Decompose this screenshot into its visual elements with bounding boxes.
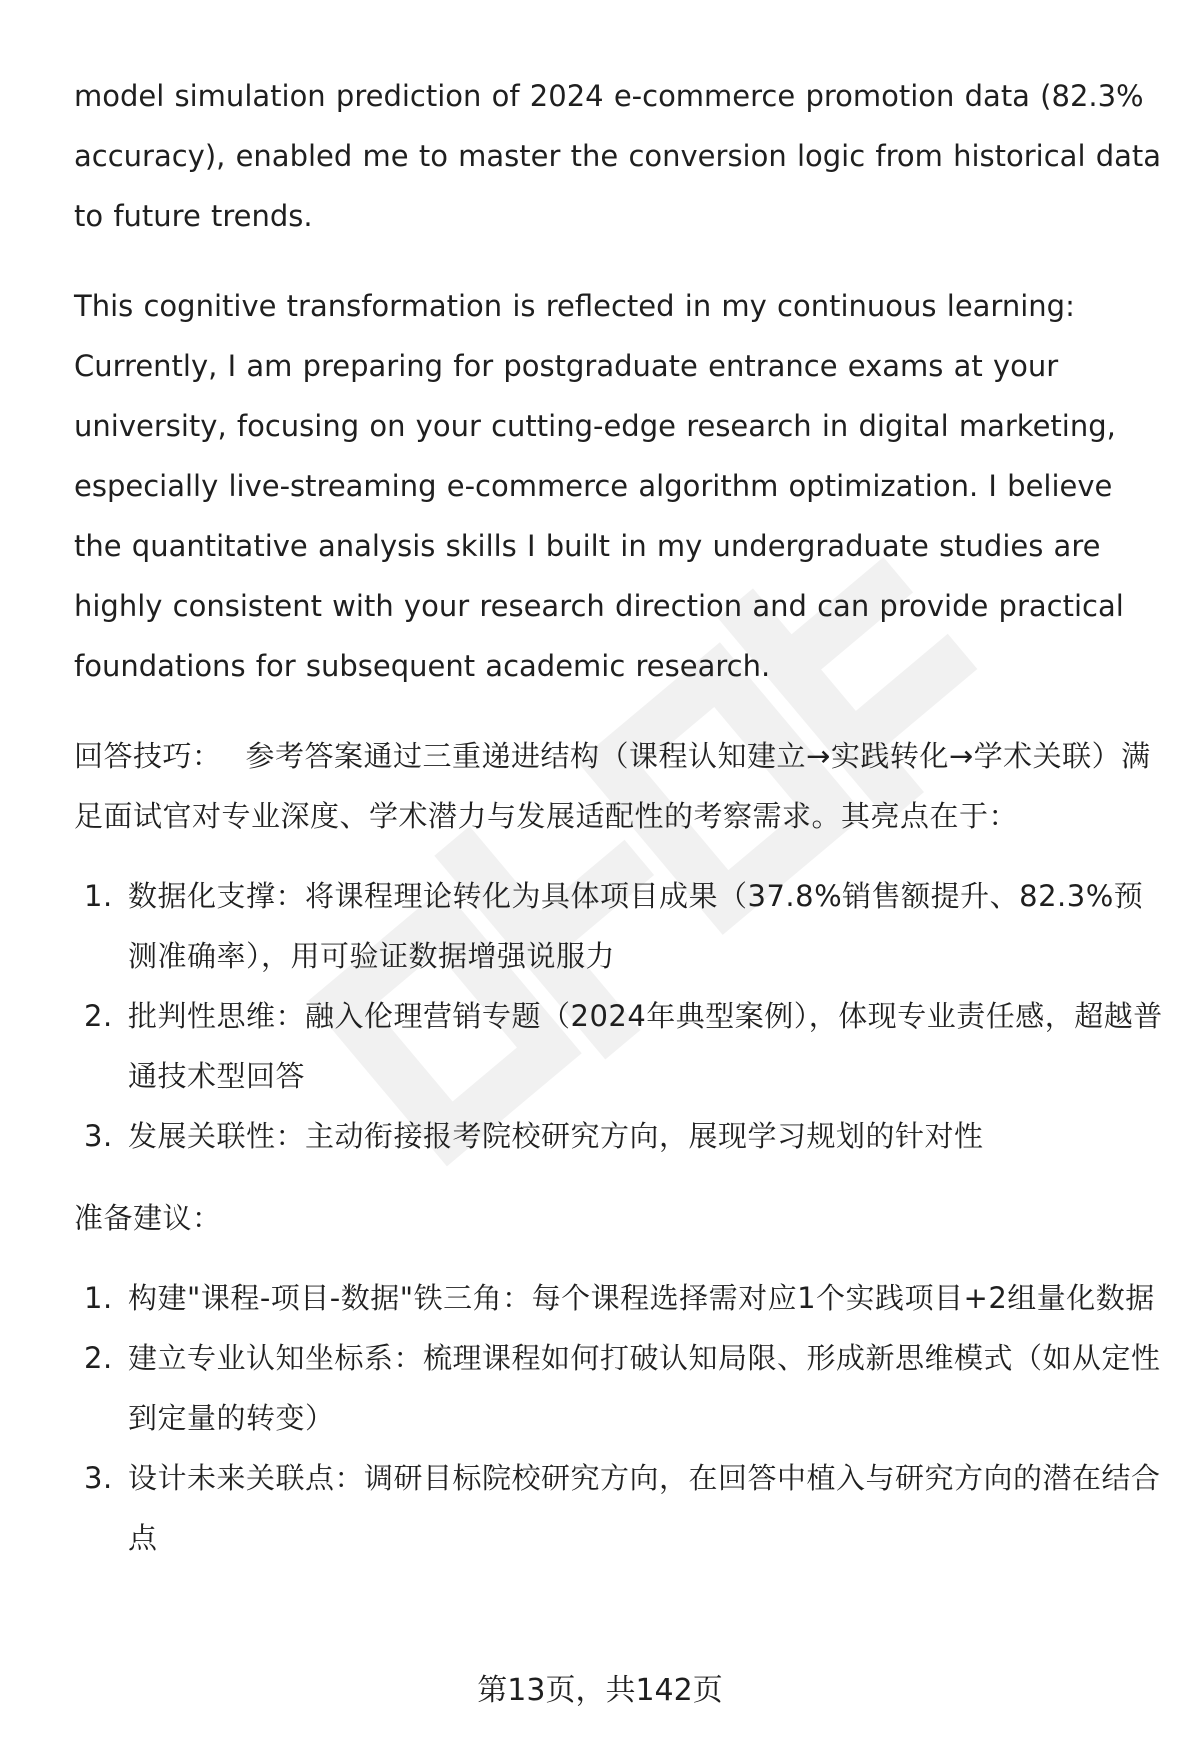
- list-text: 建立专业认知坐标系：梳理课程如何打破认知局限、形成新思维模式（如从定性到定量的转变）: [128, 1341, 1161, 1435]
- body-paragraph-1: model simulation prediction of 2024 e-commerce promotion data (82.3% accuracy), enabled me to master the conversion logic from historical data to future trends.: [74, 79, 1162, 233]
- list-item: [74, 1106, 1164, 1166]
- answer-tips-label: 回答技巧：: [74, 739, 222, 773]
- list-text: 设计未来关联点：调研目标院校研究方向，在回答中植入与研究方向的潜在结合点: [128, 1461, 1161, 1555]
- list-number: 3.: [84, 1461, 113, 1495]
- body-paragraph-2: This cognitive transformation is reflected in my continuous learning: Currently, I am preparing for postgraduate entrance exams at your university, focusing on your cutting-edge research in digital marketing, especially live-streaming e-commerce algorithm optimization. I believe the quantitative analysis skills I built in my undergraduate studies are highly consistent with your research direction and can provide practical foundations for subsequent academic research.: [74, 289, 1124, 683]
- list-text: 数据化支撑：将课程理论转化为具体项目成果（37.8%销售额提升、82.3%预测准确率），用可验证数据增强说服力: [128, 879, 1144, 973]
- list-number: 1.: [84, 1281, 113, 1315]
- list-item: [74, 1448, 1164, 1568]
- list-text: 批判性思维：融入伦理营销专题（2024年典型案例），体现专业责任感，超越普通技术型回答: [128, 999, 1163, 1093]
- list-item: [74, 986, 1164, 1106]
- list-number: 2.: [84, 999, 113, 1033]
- page-number-footer: 第13页，共142页: [477, 1673, 723, 1708]
- answer-tips-paragraph: [74, 726, 1164, 846]
- list-text: 发展关联性：主动衔接报考院校研究方向，展现学习规划的针对性: [128, 1119, 984, 1153]
- suggestions-list: [74, 1268, 1164, 1568]
- list-text: 构建"课程-项目-数据"铁三角：每个课程选择需对应1个实践项目+2组量化数据: [128, 1281, 1155, 1315]
- list-number: 2.: [84, 1341, 113, 1375]
- list-number: 3.: [84, 1119, 113, 1153]
- list-item: [74, 866, 1164, 986]
- list-item: [74, 1328, 1164, 1448]
- highlights-list: [74, 866, 1164, 1166]
- document-page: [74, 66, 1164, 1590]
- list-item: [74, 1268, 1164, 1328]
- prep-suggestions-heading: 准备建议：: [74, 1201, 222, 1235]
- answer-tips-text: 参考答案通过三重递进结构（课程认知建立→实践转化→学术关联）满足面试官对专业深度、学术潜力与发展适配性的考察需求。其亮点在于：: [74, 739, 1151, 833]
- list-number: 1.: [84, 879, 113, 913]
